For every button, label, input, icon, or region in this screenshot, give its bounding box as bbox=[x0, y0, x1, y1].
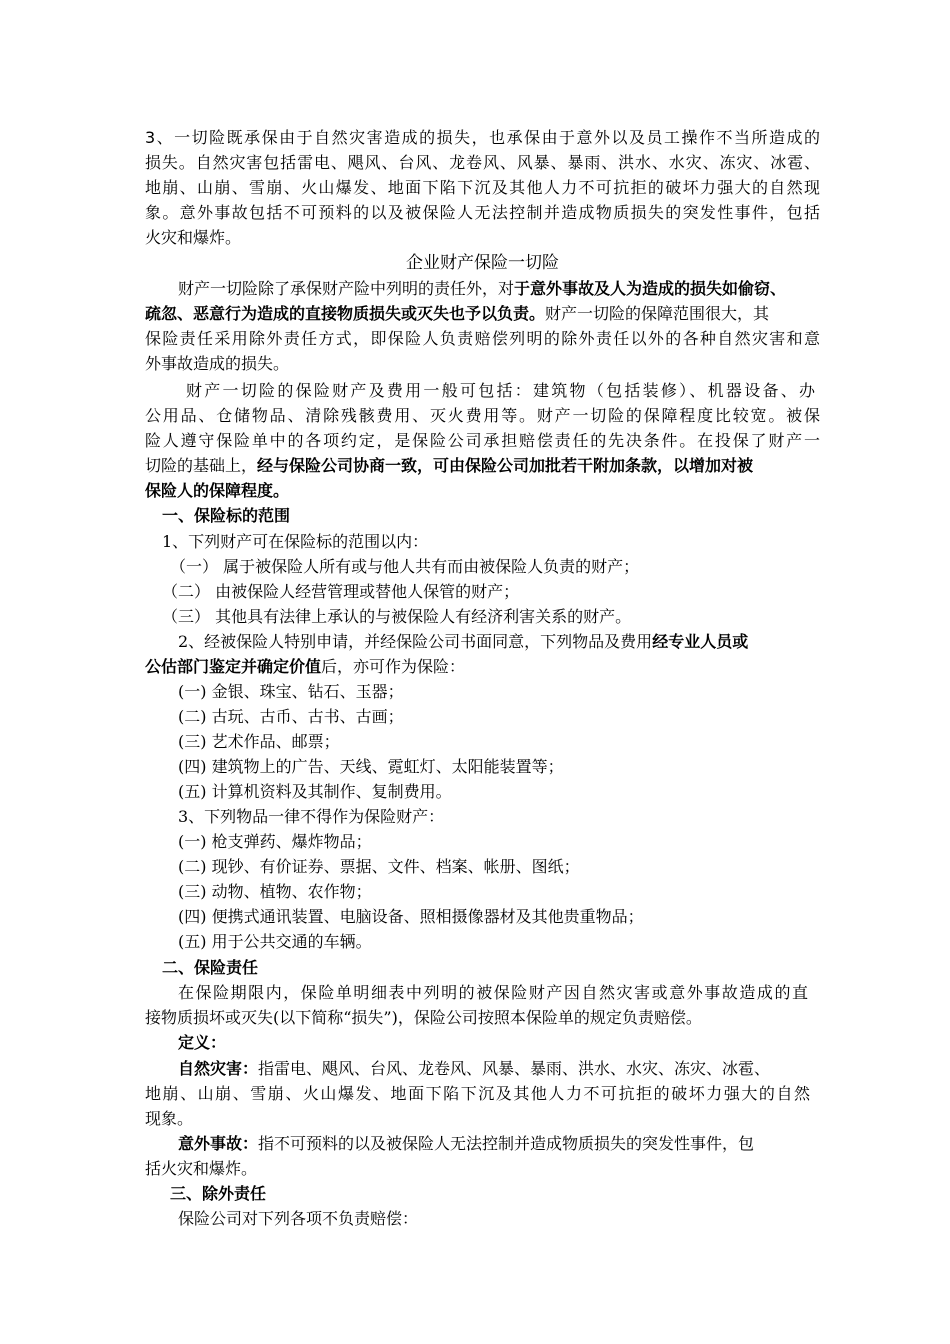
text-line: 3、一切险既承保由于自然灾害造成的损失，也承保由于意外以及员工操作不当所造成的 bbox=[145, 128, 820, 147]
list-item: (二) 现钞、有价证券、票据、文件、档案、帐册、图纸； bbox=[178, 857, 580, 876]
text-line: 切险的基础上，经与保险公司协商一致，可由保险公司加批若干附加条款，以增加对被 bbox=[145, 456, 754, 475]
bold-span: 公估部门鉴定并确定价值 bbox=[145, 657, 322, 676]
section-heading: 二、保险责任 bbox=[162, 958, 259, 977]
text-line: 2、经被保险人特别申请，并经保险公司书面同意，下列物品及费用经专业人员或 bbox=[178, 632, 749, 651]
text-line: 公用品、仓储物品、清除残骸费用、灭火费用等。财产一切险的保障程度比较宽。被保 bbox=[145, 406, 820, 425]
bold-span: 疏忽、恶意行为造成的直接物质损失或灭失也予以负责。 bbox=[145, 304, 546, 323]
list-item: (四) 便携式通讯装置、电脑设备、照相摄像器材及其他贵重物品； bbox=[178, 907, 644, 926]
list-item: (五) 用于公共交通的车辆。 bbox=[178, 932, 372, 951]
bold-span: 经与保险公司协商一致，可由保险公司加批若干附加条款，以增加对被 bbox=[257, 456, 754, 475]
text-line bbox=[145, 478, 820, 503]
bold-span: 自然灾害： bbox=[178, 1059, 259, 1078]
list-item: (四) 建筑物上的广告、天线、霓虹灯、太阳能装置等； bbox=[178, 757, 564, 776]
text-line: 公估部门鉴定并确定价值后，亦可作为保险： bbox=[145, 657, 466, 676]
text-line: 疏忽、恶意行为造成的直接物质损失或灭失也予以负责。财产一切险的保障范围很大，其 bbox=[145, 304, 770, 323]
list-item: （二） 由被保险人经营管理或替他人保管的财产； bbox=[162, 582, 520, 601]
list-item: (三) 艺术作品、邮票； bbox=[178, 732, 340, 751]
text-line: 外事故造成的损失。 bbox=[145, 354, 290, 373]
list-item: (三) 动物、植物、农作物； bbox=[178, 882, 372, 901]
section-title: 企业财产保险一切险 bbox=[406, 253, 559, 273]
text-line: 地崩、山崩、雪崩、火山爆发、地面下陷下沉及其他人力不可抗拒的破坏力强大的自然 bbox=[145, 1084, 810, 1103]
bold-span: 经专业人员或 bbox=[652, 632, 749, 651]
list-item: (二) 古玩、古币、古书、古画； bbox=[178, 707, 404, 726]
text-line: 在保险期限内，保险单明细表中列明的被保险财产因自然灾害或意外事故造成的直 bbox=[178, 983, 808, 1002]
text-line: 象。意外事故包括不可预料的以及被保险人无法控制并造成物质损失的突发性事件，包括 bbox=[145, 203, 820, 222]
text-line: 括火灾和爆炸。 bbox=[145, 1159, 258, 1178]
list-item: (五) 计算机资料及其制作、复制费用。 bbox=[178, 782, 452, 801]
text-line: 财产一切险的保险财产及费用一般可包括：建筑物（包括装修）、机器设备、办 bbox=[186, 381, 815, 400]
list-item: （一） 属于被保险人所有或与他人共有而由被保险人负责的财产； bbox=[170, 557, 640, 576]
bold-span: 于意外事故及人为造成的损失如偷窃、 bbox=[514, 279, 787, 298]
text-line: 3、下列物品一律不得作为保险财产： bbox=[178, 807, 445, 826]
bold-span: 保险人的保障程度。 bbox=[145, 481, 290, 500]
text-line: 现象。 bbox=[145, 1109, 194, 1128]
text-line: 损失。自然灾害包括雷电、飓风、台风、龙卷风、风暴、暴雨、洪水、水灾、冻灾、冰雹、 bbox=[145, 153, 820, 172]
text-line: 地崩、山崩、雪崩、火山爆发、地面下陷下沉及其他人力不可抗拒的破坏力强大的自然现 bbox=[145, 178, 820, 197]
definition-heading: 定义： bbox=[178, 1033, 227, 1052]
text-line: 火灾和爆炸。 bbox=[145, 228, 242, 247]
list-item: （三） 其他具有法律上承认的与被保险人有经济利害关系的财产。 bbox=[162, 607, 632, 626]
text-line: 意外事故：指不可预料的以及被保险人无法控制并造成物质损失的突发性事件，包 bbox=[178, 1134, 755, 1153]
text-line: 财产一切险除了承保财产险中列明的责任外，对于意外事故及人为造成的损失如偷窃、 bbox=[178, 279, 787, 298]
section-heading: 一、保险标的范围 bbox=[162, 506, 291, 525]
list-item: (一) 金银、珠宝、钻石、玉器； bbox=[178, 682, 404, 701]
text-line: 险人遵守保险单中的各项约定，是保险公司承担赔偿责任的先决条件。在投保了财产一 bbox=[145, 431, 820, 450]
bold-span: 意外事故： bbox=[178, 1134, 259, 1153]
list-item: (一) 枪支弹药、爆炸物品； bbox=[178, 832, 372, 851]
section-heading: 三、除外责任 bbox=[170, 1184, 267, 1203]
text-line: 自然灾害：指雷电、飓风、台风、龙卷风、风暴、暴雨、洪水、水灾、冻灾、冰雹、 bbox=[178, 1059, 771, 1078]
text-line: 保险公司对下列各项不负责赔偿： bbox=[178, 1209, 419, 1228]
text-line: 1、下列财产可在保险标的范围以内： bbox=[162, 532, 429, 551]
text-line: 保险责任采用除外责任方式，即保险人负责赔偿列明的除外责任以外的各种自然灾害和意 bbox=[145, 329, 820, 348]
text-line: 接物质损坏或灭失(以下简称“损失”)，保险公司按照本保险单的规定负责赔偿。 bbox=[145, 1008, 702, 1027]
